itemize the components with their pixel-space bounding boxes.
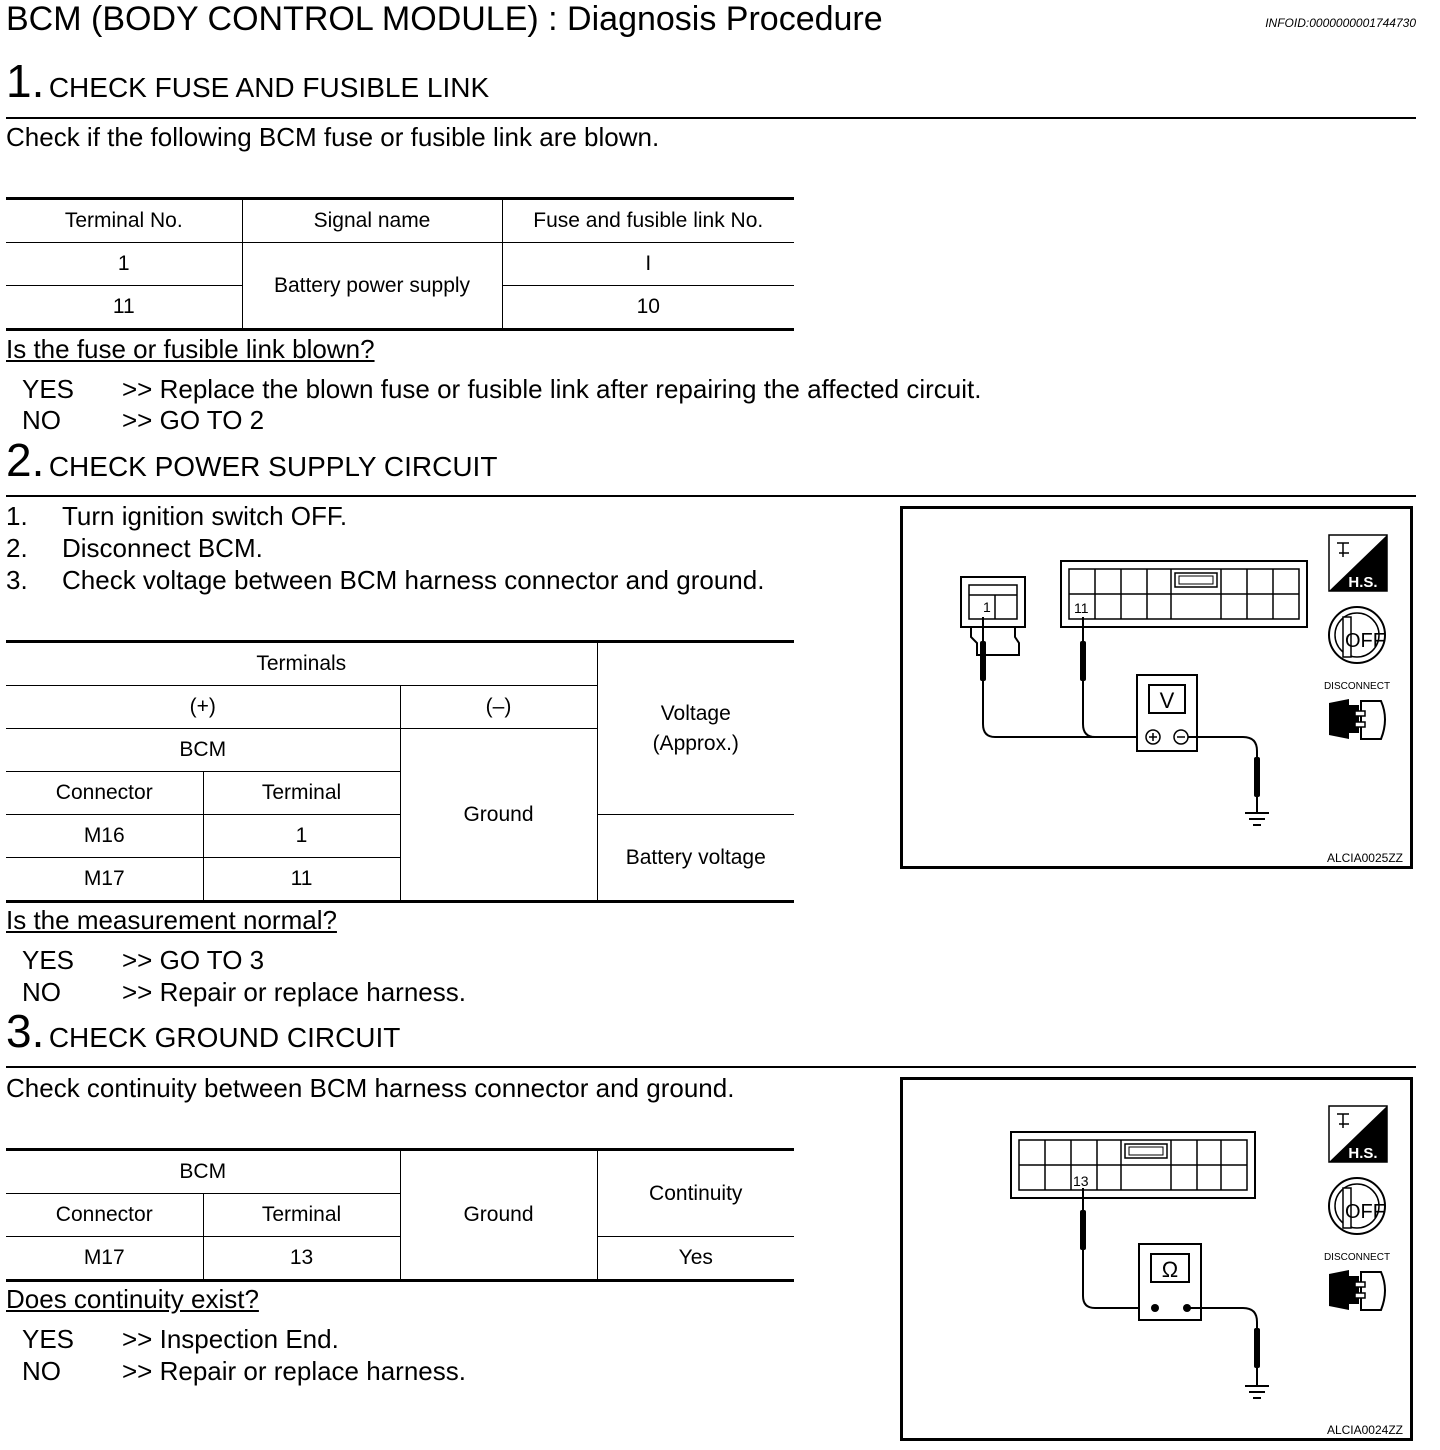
disconnect-icon [1324,681,1390,739]
voltage-table-voltage-header [597,642,794,815]
voltage-table-terminal-header: Terminal [203,772,400,815]
disconnect-icon [1324,1252,1390,1310]
fuse-table-cell: 1 [6,243,242,286]
table-cell: 13 [203,1237,400,1281]
continuity-table-connector-header: Connector [6,1194,203,1237]
step-3-no [0,1356,800,1386]
continuity-table [6,1148,794,1282]
no-text: >> GO TO 2 [122,405,265,435]
info-id: INFOID:0000000001744730 [1265,16,1416,30]
list-item-text: Turn ignition switch OFF. [62,501,348,531]
continuity-table-bcm: BCM [6,1150,400,1194]
step-2-number: 2. [6,434,45,486]
fuse-table-cell: I [502,243,794,286]
voltage-table-minus: (–) [400,686,597,729]
voltage-table-ground: Ground [400,729,597,902]
disconnect-label: DISCONNECT [1323,1252,1391,1263]
list-item-number: 3. [6,565,28,595]
no-label: NO [22,405,61,435]
fuse-table-cell: 10 [502,286,794,330]
no-text: >> Repair or replace harness. [122,1356,466,1386]
voltage-table-terminals: Terminals [6,642,597,686]
list-item-number: 2. [6,533,28,563]
step-2-yes [0,945,800,975]
list-item-text: Check voltage between BCM harness connector and ground. [62,565,765,595]
fuse-table-header-fuse: Fuse and fusible link No. [502,199,794,243]
step-2-list [6,501,886,601]
list-item [6,501,886,533]
fuse-table-cell: 11 [6,286,242,330]
step-2-question: Is the measurement normal? [6,905,337,935]
continuity-table-terminal-header: Terminal [203,1194,400,1237]
ignition-off-icon [1329,1178,1385,1234]
step-1-yes [0,374,1200,404]
ignition-off-icon [1329,607,1385,663]
no-text: >> Repair or replace harness. [122,977,466,1007]
step-3-rule [6,1066,1416,1068]
pin-13-label: 13 [1073,1173,1089,1189]
figure-code: ALCIA0025ZZ [1326,851,1403,865]
yes-text: >> Replace the blown fuse or fusible link after repairing the affected circuit. [122,374,982,404]
off-label: OFF [1345,630,1385,652]
no-label: NO [22,1356,61,1386]
step-1-instruction: Check if the following BCM fuse or fusible link are blown. [6,122,660,152]
table-cell: M16 [6,815,203,858]
step-1-no [0,405,1200,435]
figure-code: ALCIA0024ZZ [1326,1423,1403,1437]
table-cell: 11 [203,858,400,902]
voltage-table-value: Battery voltage [597,815,794,902]
ohm-meter-symbol: Ω [1161,1257,1179,1282]
voltage-header-line2: (Approx.) [652,731,739,755]
continuity-check-figure [900,1077,1413,1441]
step-2-heading [6,433,497,487]
voltage-table [6,640,794,903]
step-3-yes [0,1324,800,1354]
step-1-rule [6,117,1416,119]
table-cell: 1 [203,815,400,858]
yes-label: YES [22,374,75,404]
step-3-instruction: Check continuity between BCM harness connector and ground. [6,1073,735,1103]
continuity-table-header: Continuity [597,1150,794,1237]
table-cell: M17 [6,1237,203,1281]
list-item-number: 1. [6,501,28,531]
disconnect-label: DISCONNECT [1323,681,1391,692]
volt-meter-symbol: V [1159,688,1175,713]
step-3-title: CHECK GROUND CIRCUIT [48,1022,401,1053]
continuity-table-ground: Ground [400,1150,597,1281]
step-1-question: Is the fuse or fusible link blown? [6,334,375,364]
voltage-header-line1: Voltage [660,701,731,725]
pin-11-label: 11 [1074,600,1089,616]
hs-icon [1329,1106,1387,1162]
voltage-check-figure [900,506,1413,869]
voltage-table-plus: (+) [6,686,400,729]
step-3-heading [6,1004,400,1058]
list-item [6,565,886,597]
pin-1-label: 1 [983,599,991,615]
fuse-table-signal: Battery power supply [242,243,502,330]
step-1-number: 1. [6,55,45,107]
page-title: BCM (BODY CONTROL MODULE) : Diagnosis Procedure [6,0,883,38]
no-label: NO [22,977,61,1007]
off-label: OFF [1345,1201,1385,1223]
hs-icon-label: H.S. [1348,574,1378,591]
voltage-check-diagram [903,509,1410,866]
fuse-table-header-signal: Signal name [242,199,502,243]
step-3-number: 3. [6,1005,45,1057]
list-item [6,533,886,565]
step-3-question: Does continuity exist? [6,1284,259,1314]
yes-text: >> Inspection End. [122,1324,339,1354]
yes-text: >> GO TO 3 [122,945,265,975]
step-2-title: CHECK POWER SUPPLY CIRCUIT [48,451,498,482]
step-1-title: CHECK FUSE AND FUSIBLE LINK [48,72,490,103]
yes-label: YES [22,945,75,975]
continuity-check-diagram [903,1080,1410,1438]
step-2-no [0,977,800,1007]
step-1-heading [6,54,489,108]
hs-icon [1329,535,1387,591]
fuse-table-header-terminal: Terminal No. [6,199,242,243]
table-cell: Yes [597,1237,794,1281]
fuse-table [6,197,794,331]
hs-icon-label: H.S. [1348,1145,1378,1162]
step-2-rule [6,495,1416,497]
voltage-table-bcm: BCM [6,729,400,772]
table-cell: M17 [6,858,203,902]
yes-label: YES [22,1324,75,1354]
list-item-text: Disconnect BCM. [62,533,263,563]
voltage-table-connector-header: Connector [6,772,203,815]
